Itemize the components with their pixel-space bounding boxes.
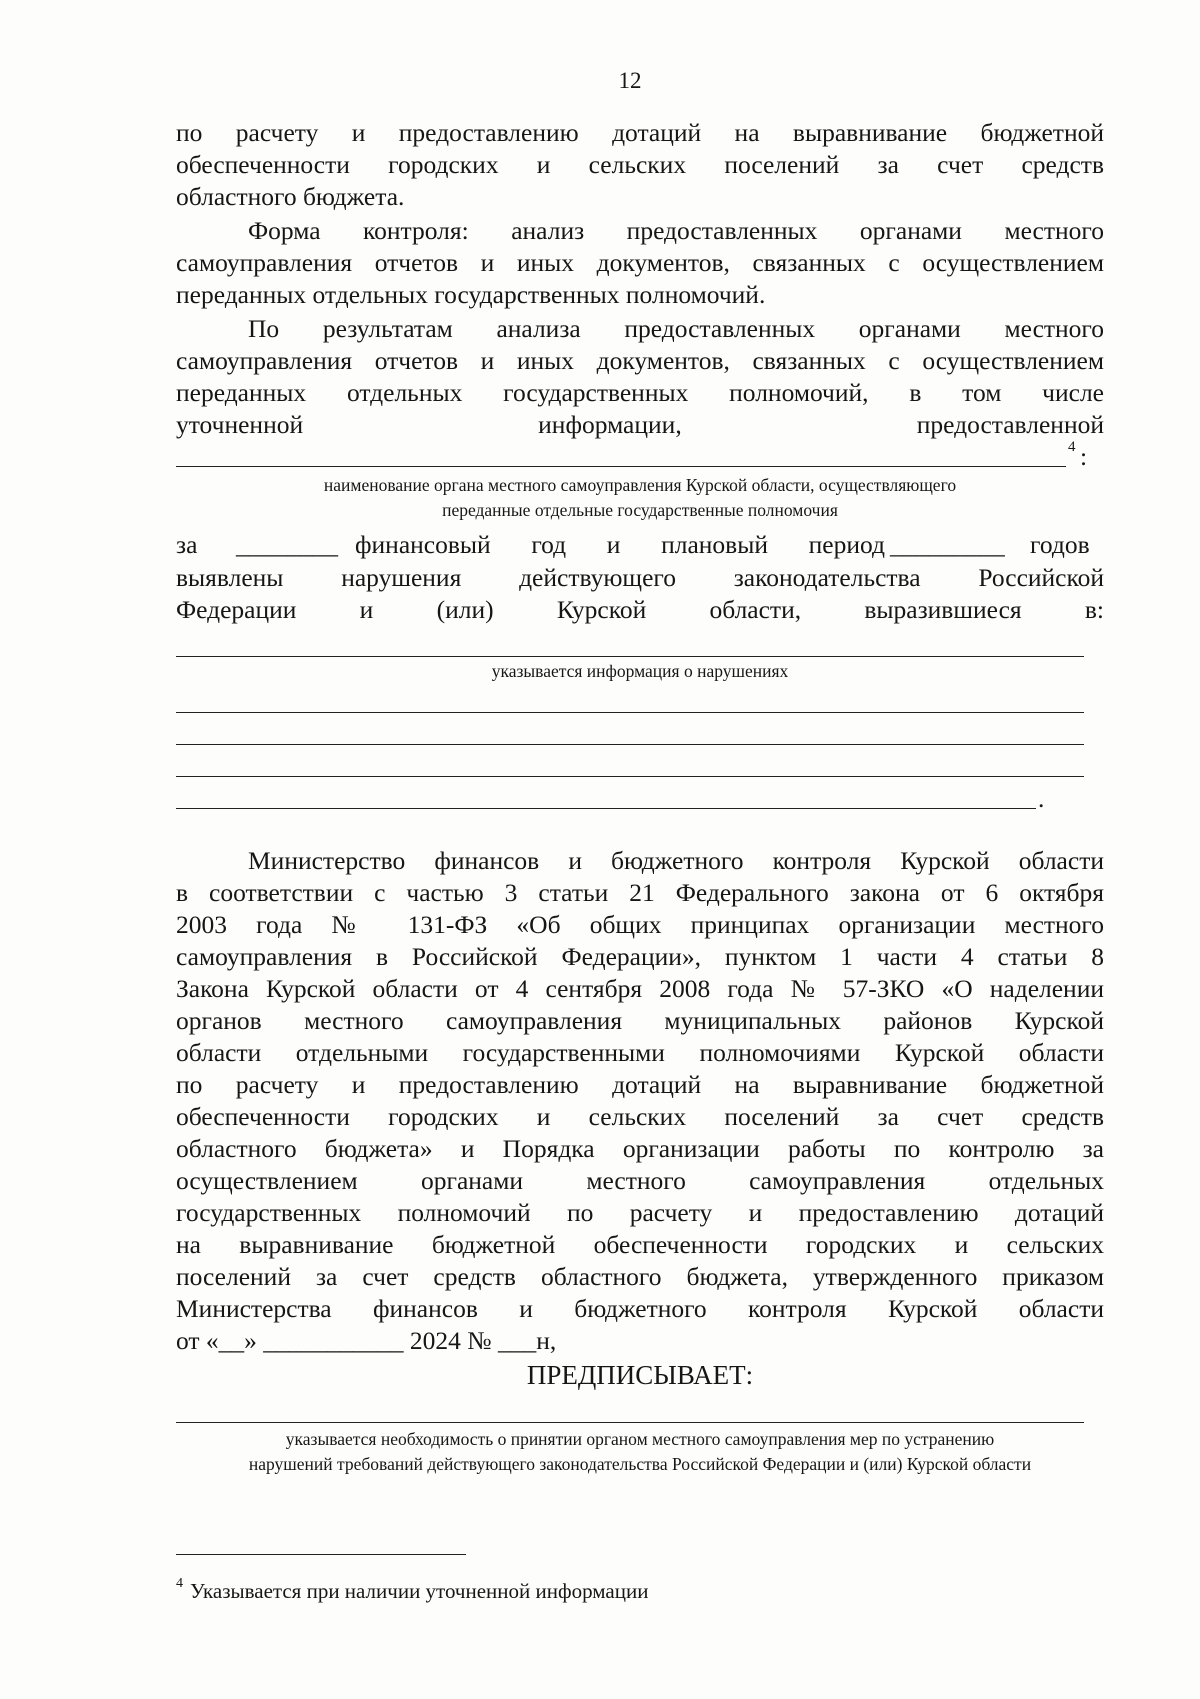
- text-line: по расчету и предоставлению дотаций на выравнивание бюджетной: [176, 1070, 1104, 1099]
- text-line: Министерство финансов и бюджетного контроля Курской области: [248, 846, 1104, 875]
- period: .: [1038, 784, 1045, 813]
- text-line: по расчету и предоставлению дотаций на выравнивание бюджетной: [176, 118, 1104, 147]
- text-line: самоуправления отчетов и иных документов, связанных с осуществлением: [176, 248, 1104, 277]
- caption-organ-name: наименование органа местного самоуправления Курской области, осуществляющего: [323, 475, 957, 495]
- text-line: осуществлением органами местного самоуправления отдельных: [176, 1166, 1104, 1195]
- text-line: обеспеченности городских и сельских поселений за счет средств: [176, 150, 1104, 179]
- text-line: Форма контроля: анализ предоставленных органами местного: [248, 216, 1104, 245]
- text-line-order-date: от «__» ___________ 2024 № ___н,: [176, 1326, 557, 1355]
- fill-in-line-violations-2[interactable]: [176, 712, 1084, 713]
- footnote-text: Указывается при наличии уточненной информации: [190, 1579, 649, 1603]
- fill-in-line-violations-4[interactable]: [176, 776, 1084, 777]
- text-line: поселений за счет средств областного бюджета, утвержденного приказом: [176, 1262, 1104, 1291]
- fill-in-line-violations-3[interactable]: [176, 744, 1084, 745]
- text-line: самоуправления в Российской Федерации», пунктом 1 части 4 статьи 8: [176, 942, 1104, 971]
- text-line: области отдельными государственными полномочиями Курской области: [176, 1038, 1104, 1067]
- heading-predpisyvaet: ПРЕДПИСЫВАЕТ:: [526, 1360, 754, 1390]
- footnote-separator: [176, 1554, 466, 1555]
- text-line: в соответствии с частью 3 статьи 21 Федерального закона от 6 октября: [176, 878, 1104, 907]
- text-line: самоуправления отчетов и иных документов, связанных с осуществлением: [176, 346, 1104, 375]
- text-line: Федерации и (или) Курской области, выразившиеся в:: [176, 595, 1104, 624]
- text-line: 2003 года № 131-ФЗ «Об общих принципах организации местного: [176, 910, 1104, 939]
- text-line: органов местного самоуправления муниципальных районов Курской: [176, 1006, 1104, 1035]
- text-za: за: [176, 530, 198, 559]
- colon: :: [1080, 442, 1088, 471]
- text-line: переданных отдельных государственных полномочий.: [176, 280, 766, 309]
- page-number: 12: [618, 68, 642, 93]
- fill-in-line-measures[interactable]: [176, 1422, 1084, 1423]
- text-line: областного бюджета.: [176, 182, 405, 211]
- caption-measures-2: нарушений требований действующего законодательства Российской Федерации и (или) Курской области: [248, 1454, 1032, 1474]
- text-line: Министерства финансов и бюджетного контроля Курской области: [176, 1294, 1104, 1323]
- text-line: По результатам анализа предоставленных органами местного: [248, 314, 1104, 343]
- caption-violations: указывается информация о нарушениях: [491, 661, 789, 681]
- text-line: на выравнивание бюджетной обеспеченности городских и сельских: [176, 1230, 1104, 1259]
- footnote-mark: 4: [176, 1576, 183, 1591]
- footnote-reference: 4: [1068, 439, 1076, 455]
- caption-organ-name-2: переданные отдельные государственные полномочия: [442, 500, 838, 520]
- blank-fiscal-year[interactable]: ________: [236, 530, 338, 559]
- text-fiscal-year: финансовый год и плановый период: [355, 530, 885, 559]
- fill-in-line-violations-1[interactable]: [176, 656, 1084, 657]
- text-godov: годов: [1030, 530, 1090, 559]
- text-line: переданных отдельных государственных полномочий, в том числе: [176, 378, 1104, 407]
- text-line: выявлены нарушения действующего законодательства Российской: [176, 563, 1104, 592]
- blank-planning-period[interactable]: _________: [890, 530, 1005, 559]
- caption-measures: указывается необходимость о принятии органом местного самоуправления мер по устранению: [285, 1429, 995, 1449]
- text-line: Закона Курской области от 4 сентября 2008 года № 57-ЗКО «О наделении: [176, 974, 1104, 1003]
- text-line: государственных полномочий по расчету и предоставлению дотаций: [176, 1198, 1104, 1227]
- fill-in-line-violations-5[interactable]: [176, 808, 1036, 809]
- text-line: областного бюджета» и Порядка организации работы по контролю за: [176, 1134, 1104, 1163]
- text-line: обеспеченности городских и сельских поселений за счет средств: [176, 1102, 1104, 1131]
- fill-in-line-organ-name[interactable]: [176, 466, 1066, 467]
- text-line: уточненной информации, предоставленной: [176, 410, 1104, 439]
